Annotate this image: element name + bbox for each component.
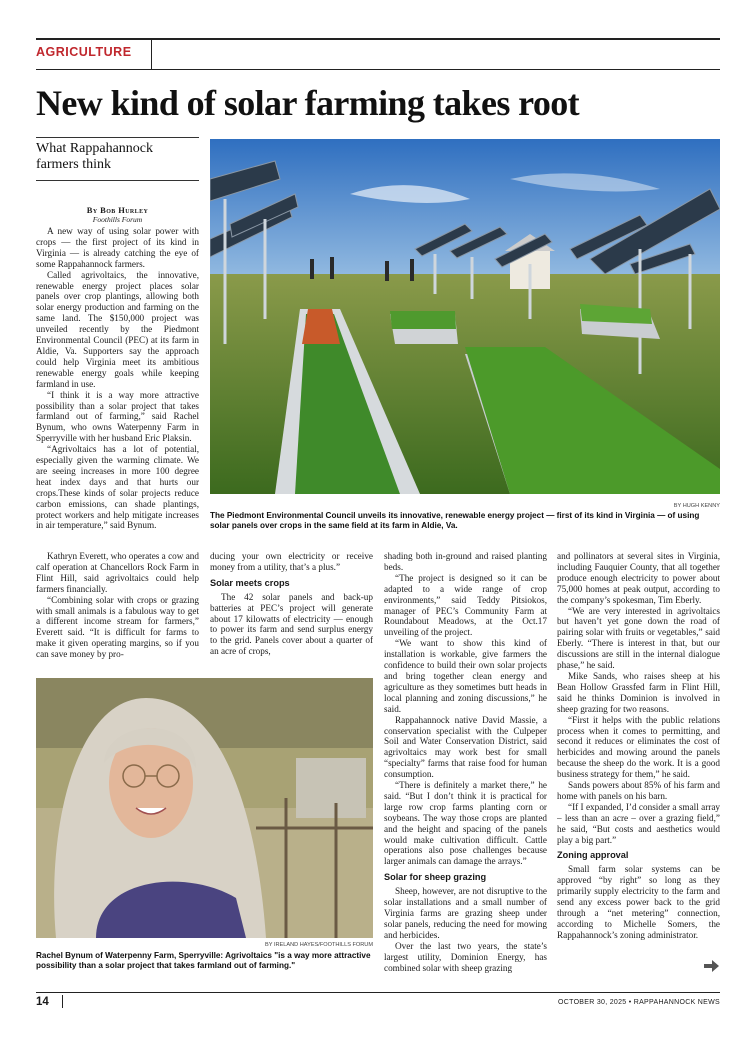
- deck-rule: [36, 180, 199, 181]
- subhead: Zoning approval: [557, 850, 629, 861]
- paragraph: “Agrivoltaics has a lot of potential, especially given the warming climate. We are seeing increases in more 100 degree heat index days and that hurts our crops.These kinds of solar projects reduce carbon emissions, can shade plantings, protect workers and help mitigate increases in air temperature,” said Bynum.: [36, 444, 199, 531]
- paragraph: Mike Sands, who raises sheep at his Bean Hollow Grassfed farm in Flint Hill, said he thinks Dominion is involved in sheep grazing for two reasons.: [557, 670, 720, 714]
- paragraph: A new way of using solar power with crops — the first project of its kind in Virginia — is already catching the eye of some Rappahannock farmers.: [36, 226, 199, 269]
- byline-affiliation: Foothills Forum: [92, 215, 143, 224]
- paragraph: and pollinators at several sites in Virginia, including Fauquier County, that all together produce enough electricity to power about 75,000 homes at peak output, according to the company’s spokesman, Tim Eberly.: [557, 551, 720, 605]
- photo-caption: The Piedmont Environmental Council unveils its innovative, renewable energy project — first of its kind in Virginia — of using solar panels over crops in the same field at its farm in Aldie, Va.: [210, 511, 700, 530]
- paragraph: “There is definitely a market there,” he said. “But I don’t think it is practical for large row crop farms planting corn or soybeans. The way those crops are planted and the height and spacing of the panels would make cultivation difficult. Cattle operations also pose challenges because larger animals can damage the arrays.”: [384, 780, 547, 867]
- paragraph: Sheep, however, are not disruptive to the solar installations and a small number of Virginia farms are grazing sheep under solar panels, reducing the need for mowing and herbicides.: [384, 886, 547, 940]
- byline: [36, 205, 199, 225]
- continue-arrow-icon: [704, 958, 720, 972]
- article-column-1: [36, 226, 199, 572]
- paragraph: “If I expanded, I’d consider a small array – less than an acre – over a grazing field,” he said, “But costs and aesthetics would play a big part.”: [557, 801, 720, 845]
- article-column-3: [384, 551, 547, 976]
- deck-rule: [36, 137, 199, 138]
- paragraph: “Combining solar with crops or grazing with small animals is a fabulous way to get a different income stream for farmers,” Everett said. “It is difficult for farms to make it given operating margins, so if you can save money by pro-: [36, 594, 199, 660]
- deck: What Rappahannock farmers think: [36, 141, 154, 172]
- paragraph: Kathryn Everett, who operates a cow and calf operation at Chancellors Rock Farm in Flint Hill, said agrivoltaics could help farmers financially.: [36, 551, 199, 594]
- paragraph: Rappahannock native David Massie, a conservation specialist with the Culpeper Soil and Water Conservation District, said agrivoltaics may work best for small “specialty” farms that raise food for human consumption.: [384, 714, 547, 780]
- paragraph: Called agrivoltaics, the innovative, renewable energy project places solar panels over crop plantings, allowing both solar energy production and farming on the same land. The $150,000 project was unveiled recently by the Piedmont Environmental Council (PEC) at its farm in Aldie, Va. Supporters say the approach could help Virginia meet its ambitious renewable energy goals while keeping farmland in use.: [36, 269, 199, 389]
- paragraph: shading both in-ground and raised planting beds.: [384, 551, 547, 572]
- photo-caption: Rachel Bynum of Waterpenny Farm, Sperryville: Agrivoltaics "is a way more attractive possibility than a solar project that takes farmland out of farming.": [36, 951, 371, 970]
- section-divider: [151, 40, 152, 69]
- paragraph: The 42 solar panels and back-up batteries at PEC’s project will generate about 17 kilowatts of electricity — enough to power its farm and send surplus energy to the grid. Panels cover about a quarter of an acre of crops,: [210, 591, 373, 657]
- page-number: 14: [36, 996, 49, 1008]
- photo-credit: BY HUGH KENNY: [673, 503, 720, 509]
- byline-name: By Bob Hurley: [86, 205, 149, 215]
- folio: OCTOBER 30, 2025 • RAPPAHANNOCK NEWS: [558, 999, 720, 1006]
- article-column-4: [557, 551, 720, 976]
- article-column-2: [210, 551, 373, 671]
- paragraph: Small farm solar systems can be approved “by right” so long as they primarily supply electricity to the farm and send any excess power back to the grid through a “net metering” connection, according to Michelle Somers, the Rappahannock’s zoning administrator.: [557, 864, 720, 940]
- footer-divider: [62, 995, 63, 1008]
- paragraph: Sands powers about 85% of his farm and home with panels on his barn.: [557, 780, 720, 801]
- footer-rule: [36, 992, 720, 993]
- headline: New kind of solar farming takes root: [36, 83, 580, 123]
- portrait-photo: [36, 678, 373, 938]
- paragraph: ducing your own electricity or receive money from a utility, that’s a plus.”: [210, 551, 373, 572]
- paragraph: “I think it is a way more attractive possibility than a solar project that takes farmland out of farming,” said Rachel Bynum, who owns Waterpenny Farm in Sperryville with her husband Eric Plaksin.: [36, 389, 199, 444]
- subhead: Solar meets crops: [210, 577, 290, 588]
- paragraph: “We are very interested in agrivoltaics but haven’t yet gone down the road of pairing solar with fruits or vegetables,” said Eberly. “There is interest in that, but our discussions are still in the internal dialogue phase,” he said.: [557, 605, 720, 671]
- article-column-1-lower: [36, 551, 199, 675]
- solar-farm-photo: [210, 139, 720, 494]
- paragraph: “First it helps with the public relations process when it comes to permitting, and second it reduces or eliminates the cost of herbicides and mowing around the panels because the sheep do the work. It is a good business strategy for them,” he said.: [557, 714, 720, 780]
- subhead: Solar for sheep grazing: [384, 872, 487, 883]
- paragraph: Over the last two years, the state’s largest utility, Dominion Energy, has combined solar with sheep grazing: [384, 940, 547, 973]
- paragraph: “We want to show this kind of installation is workable, give farmers the confidence to build their own solar projects and bring together clean energy and agriculture as they sometimes butt heads in local planning and zoning discussions,” he said.: [384, 638, 547, 714]
- paragraph: “The project is designed so it can be adapted to a wide range of crop environments,” said Teddy Pitsiokos, manager of PEC’s Community Farm at Roundabout Meadows, at the Oct.17 unveiling of the project.: [384, 572, 547, 638]
- section-label: AGRICULTURE: [36, 45, 132, 59]
- photo-credit: BY IRELAND HAYES/FOOTHILLS FORUM: [265, 942, 373, 948]
- section-header-bar: [36, 38, 720, 70]
